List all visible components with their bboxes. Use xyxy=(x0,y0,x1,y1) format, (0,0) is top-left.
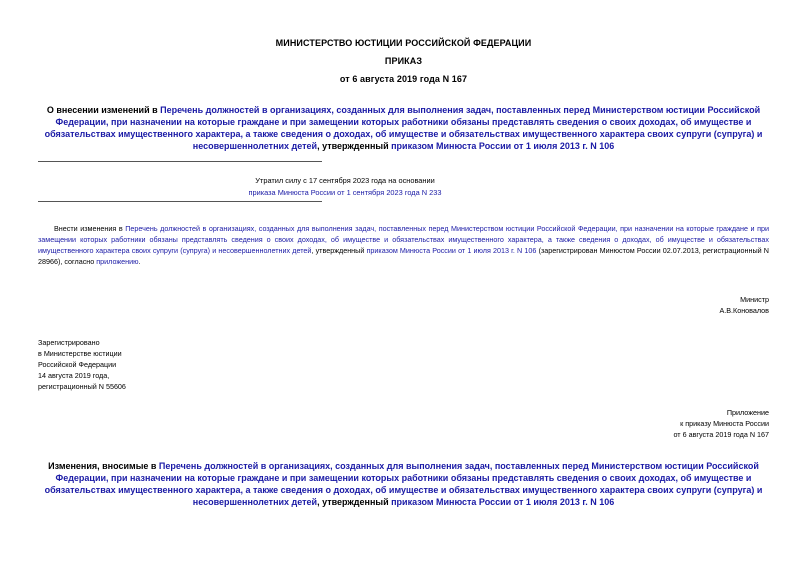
registration-block xyxy=(38,337,238,392)
appendix-title-link-order[interactable]: приказом Минюста России от 1 июля 2013 г. N 106 xyxy=(391,497,615,507)
body-link-list[interactable]: Перечень должностей в организациях, созданных для выполнения задач, поставленных перед Министерством юстиции Российской Федерации, при назначении на которые граждане и при замещении которых работники обязаны представлять сведения о своих доходах, об имуществе и обязательствах имущественного характера, а также сведения о доходах, об имуществе и обязательствах имущественного характера своих супруги (супруга) и несовершеннолетних детей xyxy=(38,224,769,255)
status-note-link[interactable]: приказа Минюста России от 1 сентября 2023 года N 233 xyxy=(248,188,442,197)
top-divider xyxy=(38,161,322,162)
title-middle: , утвержденный xyxy=(317,141,392,151)
body-text-c: (зарегистрирован Минюстом России 02.07.2013, регистрационный N 28966), согласно xyxy=(38,246,769,266)
appendix-title-middle: , утвержденный xyxy=(317,497,392,507)
body-text-b: , утвержденный xyxy=(311,246,367,255)
document-date-number: от 6 августа 2019 года N 167 xyxy=(339,74,468,84)
title-prefix: О внесении изменений в xyxy=(46,105,161,115)
appendix-title xyxy=(40,460,767,508)
signature-name: А.В.Коновалов xyxy=(719,306,769,315)
appendix-ref-line-3: от 6 августа 2019 года N 167 xyxy=(673,430,769,439)
appendix-reference xyxy=(560,407,769,440)
title-link-order[interactable]: приказом Минюста России от 1 июля 2013 г. N 106 xyxy=(391,141,615,151)
document-type: ПРИКАЗ xyxy=(384,56,423,66)
registration-line-1: Зарегистрировано xyxy=(38,338,100,347)
status-note-text: Утратил силу с 17 сентября 2023 года на основании xyxy=(255,176,435,185)
body-text-a: Внести изменения в xyxy=(54,224,126,233)
document-title xyxy=(40,104,767,152)
title-link-list[interactable]: Перечень должностей в организациях, созданных для выполнения задач, поставленных перед Министерством юстиции Российской Федерации, при назначении на которые граждане и при замещении которых работники обязаны представлять сведения о своих доходах, об имуществе и обязательствах имущественного характера, а также сведения о доходах, об имуществе и обязательствах имущественного характера своих супруги (супруга) и несовершеннолетних детей xyxy=(44,105,763,151)
body-paragraph xyxy=(38,223,769,267)
signature-block xyxy=(560,294,769,316)
registration-line-4: 14 августа 2019 года, xyxy=(38,371,110,380)
status-note xyxy=(180,175,510,199)
ministry-heading: МИНИСТЕРСТВО ЮСТИЦИИ РОССИЙСКОЙ ФЕДЕРАЦИИ xyxy=(275,38,532,48)
appendix-ref-line-2: к приказу Минюста России xyxy=(680,419,769,428)
body-text-d: . xyxy=(138,257,141,266)
bottom-divider xyxy=(38,201,322,202)
registration-line-2: в Министерстве юстиции xyxy=(38,349,122,358)
signature-role: Министр xyxy=(740,295,769,304)
appendix-title-prefix: Изменения, вносимые в xyxy=(48,461,159,471)
body-link-appendix[interactable]: приложению xyxy=(96,257,139,266)
registration-line-3: Российской Федерации xyxy=(38,360,117,369)
body-link-order[interactable]: приказом Минюста России от 1 июля 2013 г. N 106 xyxy=(366,246,537,255)
appendix-ref-line-1: Приложение xyxy=(726,408,769,417)
appendix-title-link-list[interactable]: Перечень должностей в организациях, созданных для выполнения задач, поставленных перед Министерством юстиции Российской Федерации, при назначении на которые граждане и при замещении которых работники обязаны представлять сведения о своих доходах, об имуществе и обязательствах имущественного характера, а также сведения о доходах, об имуществе и обязательствах имущественного характера своих супруги (супруга) и несовершеннолетних детей xyxy=(44,461,763,507)
registration-line-5: регистрационный N 55606 xyxy=(38,382,126,391)
